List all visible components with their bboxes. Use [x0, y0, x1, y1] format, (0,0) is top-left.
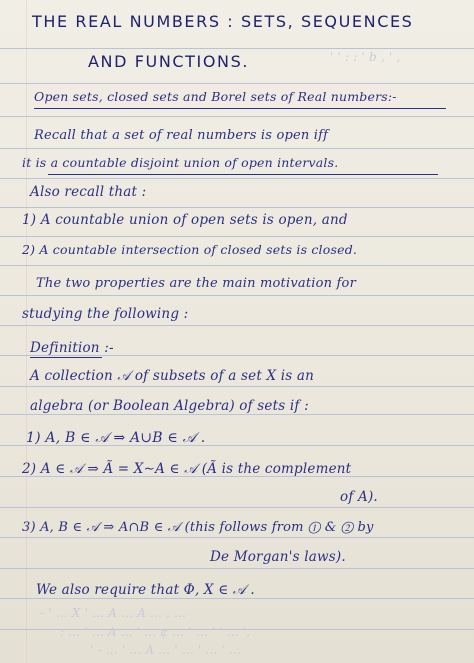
condition-3: 3) A, B ∈ 𝒜 ⇒ A∩B ∈ 𝒜 (this follows from ① & ② by: [22, 520, 374, 535]
ruled-line: [0, 148, 474, 149]
definition-line-1: A collection 𝒜 of subsets of a set X is an: [30, 368, 315, 384]
motivation-line-2: studying the following :: [22, 306, 189, 322]
show-through-text: : ... ' ... A ... ' ... ¢ ... ' ... ' ' ... ',: [60, 625, 251, 639]
condition-3-continued: De Morgan's laws).: [210, 549, 346, 565]
definition-heading: Definition :-: [30, 340, 114, 356]
condition-2: 2) A ∈ 𝒜 ⇒ Ã = X∼A ∈ 𝒜 (Ã is the complement: [22, 461, 352, 477]
ruled-line: [0, 414, 474, 415]
requirement-line: We also require that Φ, X ∈ 𝒜 .: [36, 582, 255, 598]
heading-underline: [34, 108, 446, 109]
ruled-line: [0, 598, 474, 599]
show-through-text: ' - ... ' ... A ... ' ... ' ... ' ...: [90, 643, 242, 657]
definition-underline: [30, 357, 102, 358]
definition-line-2: algebra (or Boolean Algebra) of sets if :: [30, 398, 309, 414]
condition-2-continued: of A).: [340, 489, 378, 505]
recall-line-3: Also recall that :: [30, 184, 147, 200]
ruled-line: [0, 537, 474, 538]
motivation-line-1: The two properties are the main motivation for: [36, 276, 357, 291]
show-through-text: - ' ... X ' ... A ... A ... , ...: [40, 606, 187, 620]
ruled-line: [0, 386, 474, 387]
ruled-line: [0, 236, 474, 237]
margin-line: [26, 0, 27, 663]
ruled-line: [0, 178, 474, 179]
condition-1: 1) A, B ∈ 𝒜 ⇒ A∪B ∈ 𝒜 .: [26, 430, 206, 446]
ruled-line: [0, 207, 474, 208]
ruled-line: [0, 116, 474, 117]
ruled-line: [0, 568, 474, 569]
ruled-line: [0, 325, 474, 326]
section-heading: Open sets, closed sets and Borel sets of Real numbers:-: [34, 89, 397, 104]
ruled-line: [0, 295, 474, 296]
property-2: 2) A countable intersection of closed sets is closed.: [22, 242, 358, 257]
ruled-line: [0, 48, 474, 49]
property-1: 1) A countable union of open sets is open, and: [22, 212, 348, 228]
show-through-text: ' ' : : ' b , ' ,: [330, 50, 401, 64]
ruled-line: [0, 507, 474, 508]
recall-line-1: Recall that a set of real numbers is open iff: [34, 128, 329, 143]
page-title-line-1: THE REAL NUMBERS : SETS, SEQUENCES: [32, 12, 414, 31]
page-title-line-2: AND FUNCTIONS.: [88, 52, 250, 71]
ruled-line: [0, 265, 474, 266]
recall-underline: [48, 174, 438, 175]
ruled-line: [0, 83, 474, 84]
recall-line-2: it is a countable disjoint union of open intervals.: [22, 155, 339, 170]
